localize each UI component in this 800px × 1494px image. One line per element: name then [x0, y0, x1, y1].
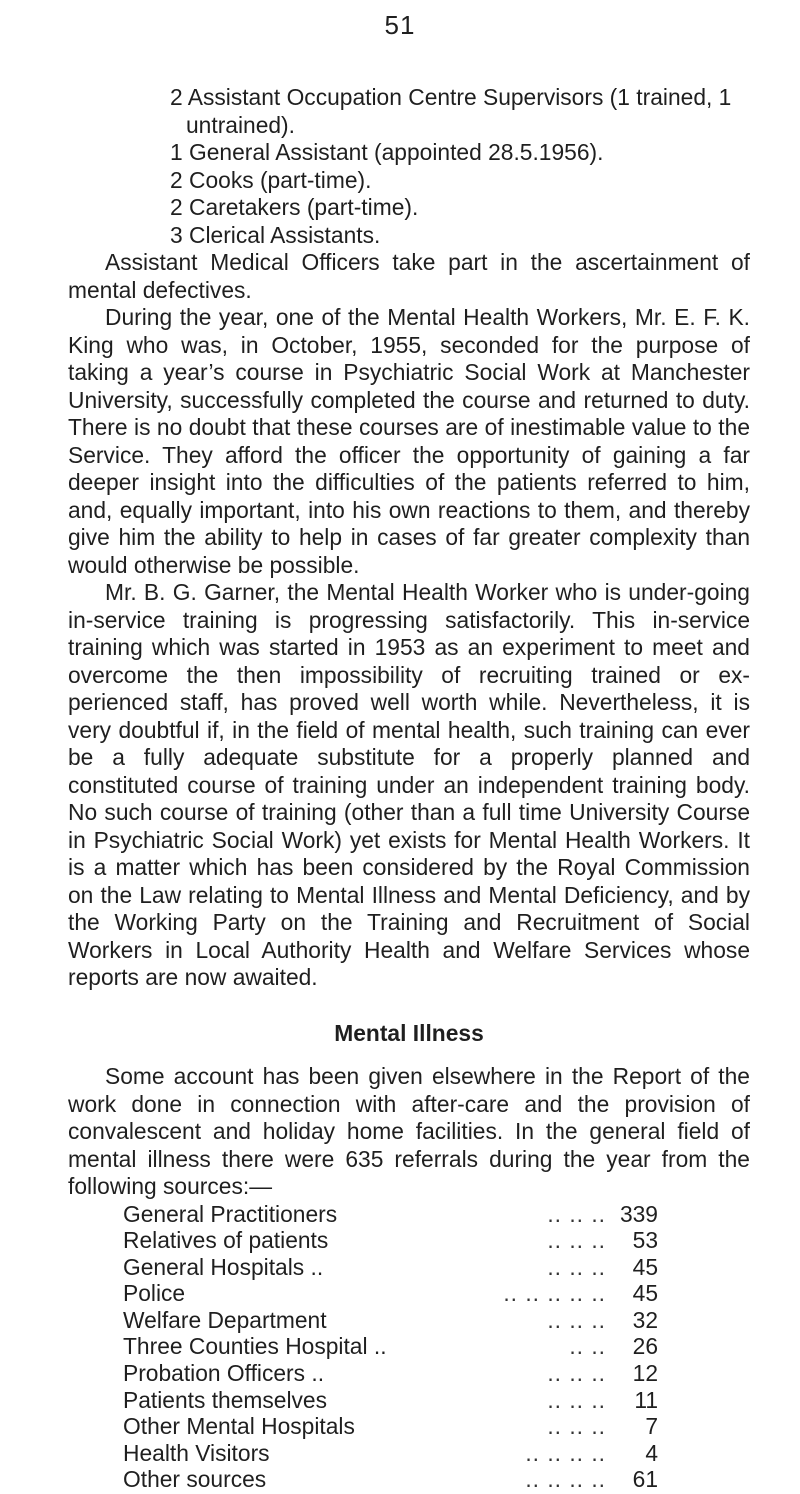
table-row: [123, 1227, 658, 1254]
document-body: [68, 84, 750, 1493]
table-row: [123, 1466, 658, 1493]
source-label: General Practitioners: [123, 1200, 338, 1227]
table-row: [123, 1387, 658, 1414]
source-label: Probation Officers ..: [123, 1360, 325, 1387]
source-label: Relatives of patients: [123, 1227, 329, 1254]
source-label: Patients themselves: [123, 1386, 328, 1413]
source-label: Police: [123, 1280, 186, 1307]
count-value: 32: [632, 1306, 658, 1333]
count-value: 45: [632, 1253, 658, 1280]
count-value: 7: [645, 1413, 658, 1440]
source-label: General Hospitals ..: [123, 1253, 324, 1280]
count-value: 53: [632, 1227, 658, 1254]
table-row: [123, 1333, 658, 1360]
count-value: 4: [645, 1439, 658, 1466]
count-value: 11: [634, 1386, 658, 1413]
leader-dots: .. ..: [569, 1333, 606, 1360]
leader-dots: .. .. ..: [547, 1360, 606, 1387]
count-value: 61: [632, 1466, 658, 1493]
count-value: 339: [619, 1200, 658, 1227]
leader-dots: .. .. ..: [547, 1200, 606, 1227]
staff-item: 3 Clerical Assistants.: [170, 221, 381, 248]
leader-dots: .. .. ..: [547, 1306, 606, 1333]
leader-dots: .. .. .. ..: [525, 1439, 606, 1466]
source-label: Three Counties Hospital ..: [123, 1333, 387, 1360]
table-row: [123, 1280, 658, 1307]
page-number: 51: [384, 10, 416, 40]
leader-dots: .. .. ..: [547, 1227, 606, 1254]
leader-dots: .. .. ..: [547, 1253, 606, 1280]
staff-item: 2 Caretakers (part-time).: [170, 194, 419, 220]
paragraph-ascertainment: Assistant Medical Officers take part in the ascertainment of mental defectives.: [68, 249, 750, 303]
leader-dots: .. .. ..: [547, 1386, 606, 1413]
staff-item: 2 Cooks (part-time).: [170, 166, 372, 193]
table-row: [123, 1413, 658, 1440]
table-row: [123, 1360, 658, 1387]
table-row: [123, 1201, 658, 1228]
leader-dots: .. .. .. .. ..: [503, 1280, 606, 1307]
count-value: 12: [632, 1360, 658, 1387]
count-value: 45: [632, 1280, 658, 1307]
staff-item: 2 Assistant Occupation Centre Supervisors (1 trained, 1 untrained).: [170, 84, 732, 138]
source-label: Other Mental Hospitals: [123, 1413, 355, 1440]
section-heading: Mental Illness: [334, 1019, 484, 1046]
leader-dots: .. .. ..: [547, 1413, 606, 1440]
source-label: Other sources: [123, 1466, 267, 1493]
table-row: [123, 1307, 658, 1334]
leader-dots: .. .. .. ..: [525, 1466, 606, 1493]
source-label: Health Visitors: [123, 1439, 270, 1466]
table-row: [123, 1254, 658, 1281]
section-intro: Some account has been given elsewhere in the Report of the work done in connection with after-care and the provision of convalescent and holiday home facilities. In the general field of mental illness there were 635 referrals during the year from the following sources:—: [68, 1063, 750, 1199]
table-row: [123, 1440, 658, 1467]
staff-item: 1 General Assistant (appointed 28.5.1956).: [170, 139, 604, 165]
paragraph-course: During the year, one of the Mental Health Workers, Mr. E. F. K. King who was, in October, 1955, seconded for the purpose of taking a year’s course in Psychiatric Social Work at Manchester University, successfully completed the course and returned to duty. There is no doubt that these courses are of inestimable value to the Service. They afford the officer the opportunity of gaining a far deeper insight into the difficulties of the patients referred to him, and, equally important, into his own reactions to them, and thereby give him the ability to help in cases of far greater complexity than would otherwise be possible.: [68, 304, 750, 578]
referral-table: [123, 1201, 658, 1494]
paragraph-training: Mr. B. G. Garner, the Mental Health Worker who is under-going in-service training is progressing satisfactorily. This in-service training which was started in 1953 as an experiment to meet and overcome the then impossibility of recruiting trained or ex-perienced staff, has proved well worth while. Nevertheless, it is very doubtful if, in the field of mental health, such training can ever be a fully adequate substitute for a properly planned and constituted course of training under an independent training body. No such course of training (other than a full time University Course in Psychiatric Social Work) yet exists for Mental Health Workers. It is a matter which has been considered by the Royal Commission on the Law relating to Mental Illness and Mental Deficiency, and by the Working Party on the Training and Recruitment of Social Workers in Local Authority Health and Welfare Services whose reports are now awaited.: [68, 579, 750, 990]
source-label: Welfare Department: [123, 1306, 327, 1333]
count-value: 26: [632, 1333, 658, 1360]
